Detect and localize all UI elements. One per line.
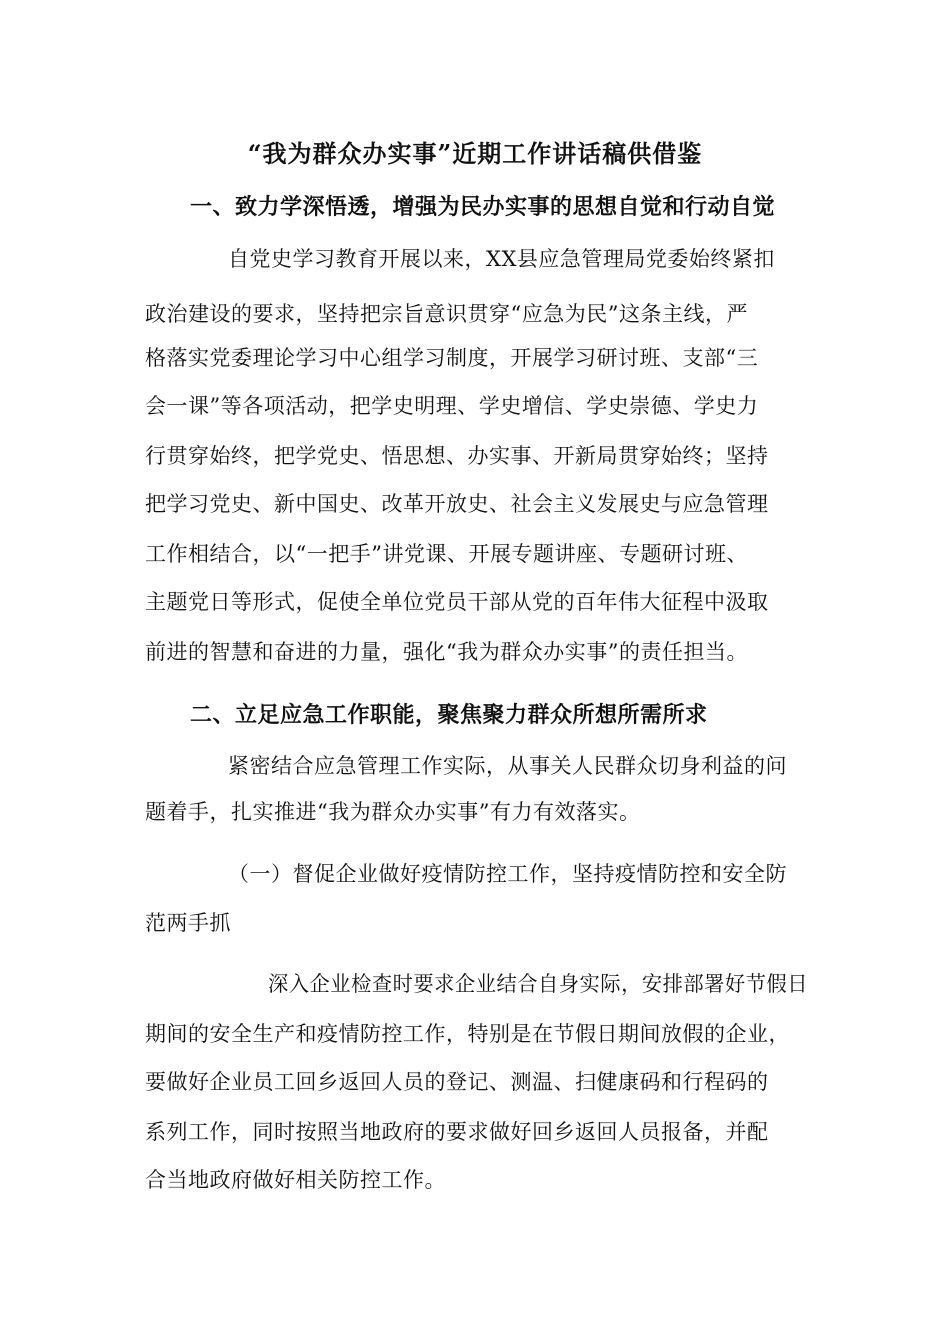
document-title: “我为群众办实事”近期工作讲话稿供借鉴	[247, 139, 703, 168]
section-1-paragraph-line: 政治建设的要求，坚持把宗旨意识贯穿“应急为民”这条主线，严	[145, 302, 748, 326]
section-1-paragraph-line: 前进的智慧和奋进的力量，强化“我为群众办实事”的责任担当。	[145, 640, 748, 664]
section-1-paragraph-line: 工作相结合，以“一把手”讲党课、开展专题讲座、专题研讨班、	[145, 542, 748, 566]
subsection-paragraph-line: 合当地政府做好相关防控工作。	[145, 1168, 446, 1192]
section-1-paragraph-line: 行贯穿始终，把学党史、悟思想、办实事、开新局贯穿始终；坚持	[145, 444, 769, 468]
section-2-paragraph-line: 题着手，扎实推进“我为群众办实事”有力有效落实。	[145, 800, 641, 824]
section-1-heading: 一、致力学深悟透，增强为民办实事的思想自觉和行动自觉	[190, 194, 776, 220]
subsection-paragraph-line: 要做好企业员工回乡返回人员的登记、测温、扫健康码和行程码的	[145, 1070, 769, 1094]
section-1-paragraph-line: 格落实党委理论学习中心组学习制度，开展学习研讨班、支部“三	[145, 346, 759, 370]
section-2-paragraph-line: 紧密结合应急管理工作实际，从事关人民群众切身利益的问	[228, 754, 787, 778]
subsection-paragraph-line: 系列工作，同时按照当地政府的要求做好回乡返回人员报备，并配	[145, 1120, 769, 1144]
section-1-paragraph-line: 会一课”等各项活动，把学史明理、学史增信、学史崇德、学史力	[145, 394, 759, 418]
subsection-heading-line: 范两手抓	[145, 911, 231, 935]
section-2-heading: 二、立足应急工作职能，聚焦聚力群众所想所需所求	[190, 702, 708, 728]
section-1-paragraph-line: 自党史学习教育开展以来，XX县应急管理局党委始终紧扣	[228, 247, 775, 271]
subsection-paragraph-line: 深入企业检查时要求企业结合自身实际，安排部署好节假日	[268, 972, 808, 996]
subsection-heading-line: （一）督促企业做好疫情防控工作，坚持疫情防控和安全防	[228, 862, 787, 886]
section-1-paragraph-line: 主题党日等形式，促使全单位党员干部从党的百年伟大征程中汲取	[145, 590, 769, 614]
subsection-paragraph-line: 期间的安全生产和疫情防控工作，特别是在节假日期间放假的企业，	[145, 1022, 790, 1046]
section-1-paragraph-line: 把学习党史、新中国史、改革开放史、社会主义发展史与应急管理	[145, 492, 769, 516]
